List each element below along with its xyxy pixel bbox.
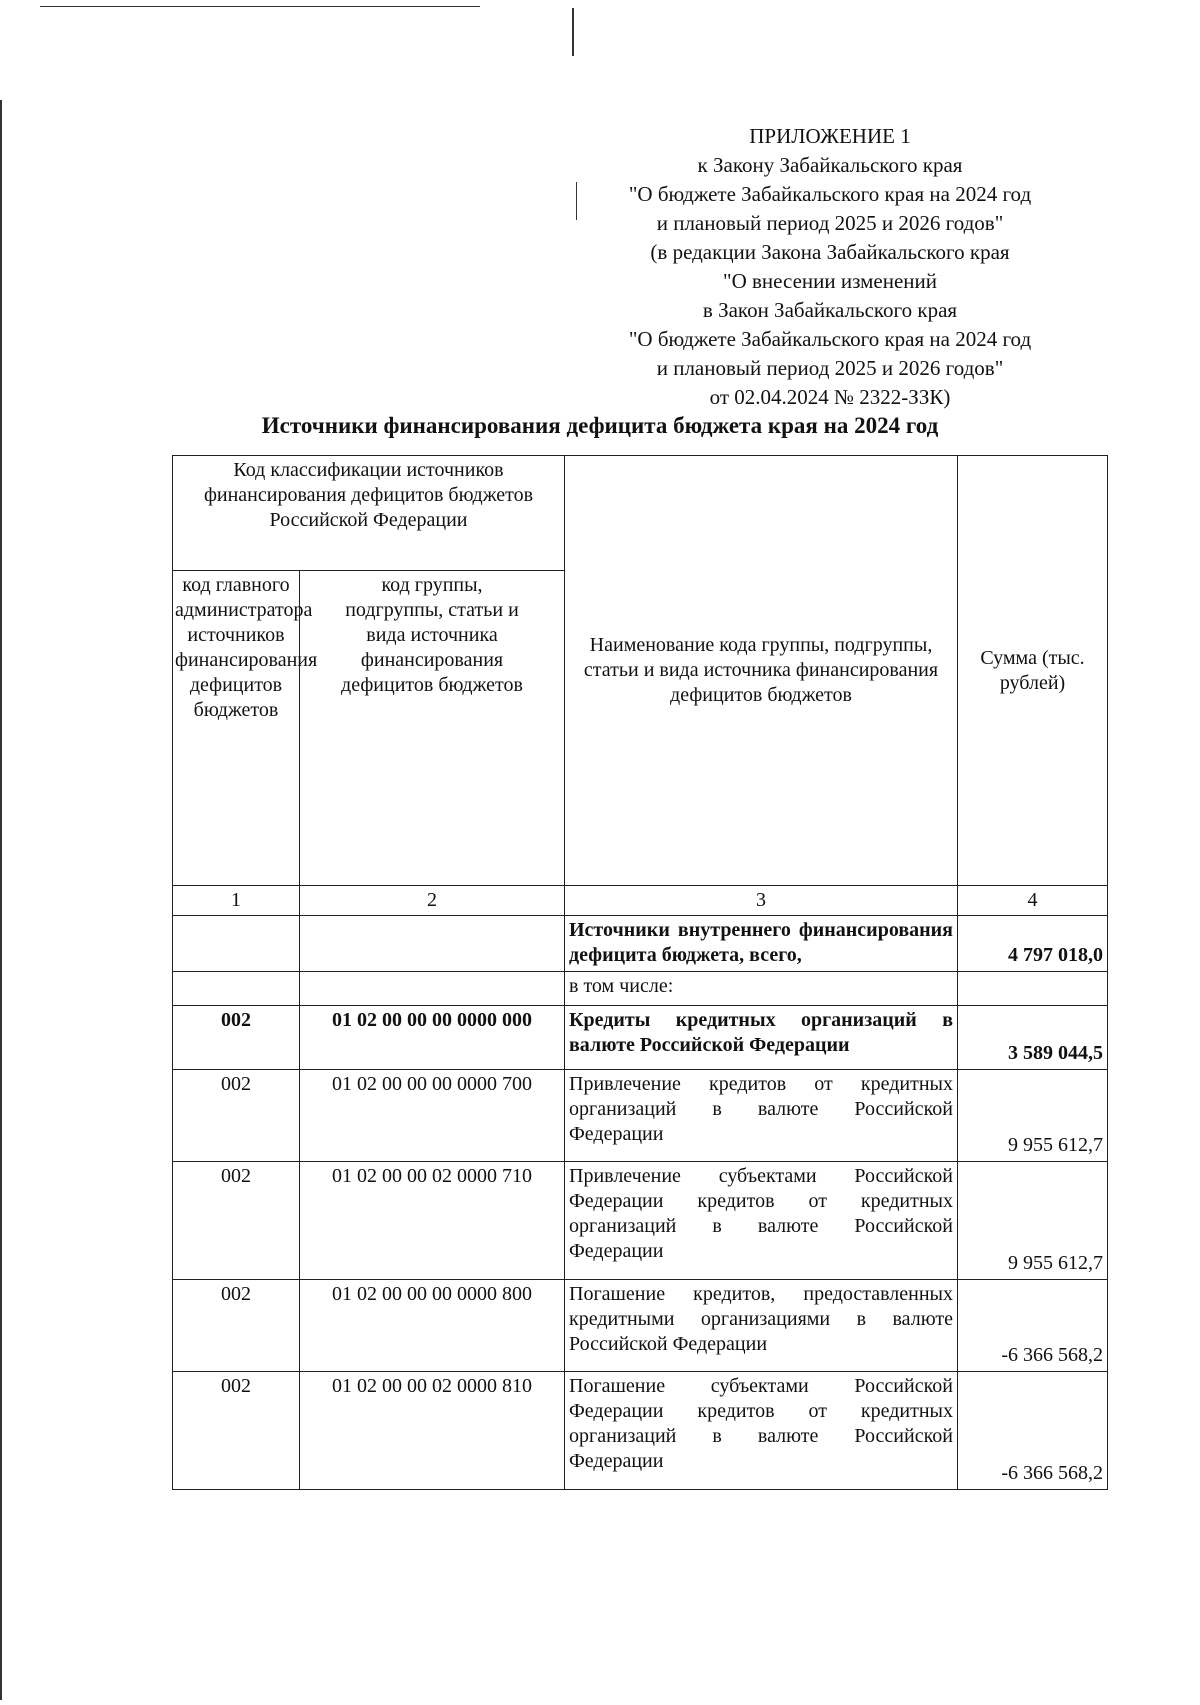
table-row [173, 1372, 1108, 1490]
annex-line: "О внесении изменений [723, 269, 937, 293]
annex-line: от 02.04.2024 № 2322-ЗЗК) [709, 385, 951, 409]
sum-cell [958, 972, 1108, 1006]
header-name-column: Наименование кода группы, подгруппы, статьи и вида источника финансирования дефицитов бюджетов [565, 456, 958, 886]
table-header [173, 456, 1108, 886]
group-code-cell [300, 916, 565, 972]
group-code-cell: 01 02 00 00 00 0000 800 [300, 1280, 565, 1372]
table-row [173, 1070, 1108, 1162]
table-row [173, 972, 1108, 1006]
sum-cell: 9 955 612,7 [958, 1070, 1108, 1162]
table-row [173, 916, 1108, 972]
financing-sources-table [172, 455, 1108, 1490]
annex-line: и плановый период 2025 и 2026 годов" [656, 211, 1004, 235]
source-name-cell: Привлечение субъектами Российской Федерации кредитов от кредитных организаций в валюте Российской Федерации [565, 1162, 958, 1280]
annex-line: "О бюджете Забайкальского края на 2024 год [628, 182, 1032, 206]
source-name-cell: Погашение субъектами Российской Федерации кредитов от кредитных организаций в валюте Российской Федерации [565, 1372, 958, 1490]
admin-code-cell: 002 [173, 1006, 300, 1070]
header-group-code-column: код группы, подгруппы, статьи и вида источника финансирования дефицитов бюджетов [300, 571, 565, 886]
column-numbers [173, 886, 1108, 916]
admin-code-cell [173, 916, 300, 972]
group-code-cell: 01 02 00 00 02 0000 710 [300, 1162, 565, 1280]
annex-line: и плановый период 2025 и 2026 годов" [656, 356, 1004, 380]
table-row [173, 1162, 1108, 1280]
annex-line: (в редакции Закона Забайкальского края [650, 240, 1010, 264]
admin-code-cell: 002 [173, 1280, 300, 1372]
source-name-cell: в том числе: [565, 972, 958, 1006]
sum-cell: 9 955 612,7 [958, 1162, 1108, 1280]
table-body [173, 916, 1108, 1490]
group-code-cell: 01 02 00 00 00 0000 700 [300, 1070, 565, 1162]
annex-header [570, 122, 1090, 412]
scan-artifact-line [572, 8, 574, 56]
sum-cell: -6 366 568,2 [958, 1372, 1108, 1490]
group-code-cell: 01 02 00 00 02 0000 810 [300, 1372, 565, 1490]
source-name-cell: Источники внутреннего финансирования дефицита бюджета, всего, [565, 916, 958, 972]
scan-artifact-line [40, 6, 480, 7]
annex-line: к Закону Забайкальского края [697, 153, 963, 177]
column-number: 3 [565, 886, 958, 916]
source-name-cell: Кредиты кредитных организаций в валюте Российской Федерации [565, 1006, 958, 1070]
admin-code-cell: 002 [173, 1070, 300, 1162]
column-number: 2 [300, 886, 565, 916]
admin-code-cell: 002 [173, 1372, 300, 1490]
sum-cell: 3 589 044,5 [958, 1006, 1108, 1070]
sum-cell: -6 366 568,2 [958, 1280, 1108, 1372]
annex-line: ПРИЛОЖЕНИЕ 1 [749, 124, 911, 148]
annex-line: "О бюджете Забайкальского края на 2024 год [628, 327, 1032, 351]
header-admin-code-column: код главного администратора источников финансирования дефицитов бюджетов [173, 571, 300, 886]
header-classification-group: Код классификации источников финансирования дефицитов бюджетов Российской Федерации [173, 456, 565, 571]
header-sum-column: Сумма (тыс. рублей) [958, 456, 1108, 886]
sum-cell: 4 797 018,0 [958, 916, 1108, 972]
admin-code-cell: 002 [173, 1162, 300, 1280]
column-number: 1 [173, 886, 300, 916]
column-number: 4 [958, 886, 1108, 916]
group-code-cell [300, 972, 565, 1006]
table-row [173, 1006, 1108, 1070]
admin-code-cell [173, 972, 300, 1006]
source-name-cell: Погашение кредитов, предоставленных кредитными организациями в валюте Российской Федерации [565, 1280, 958, 1372]
group-code-cell: 01 02 00 00 00 0000 000 [300, 1006, 565, 1070]
source-name-cell: Привлечение кредитов от кредитных организаций в валюте Российской Федерации [565, 1070, 958, 1162]
scan-artifact-line [0, 100, 2, 1700]
annex-line: в Закон Забайкальского края [702, 298, 958, 322]
document-title: Источники финансирования дефицита бюджета края на 2024 год [261, 413, 939, 438]
table-row [173, 1280, 1108, 1372]
